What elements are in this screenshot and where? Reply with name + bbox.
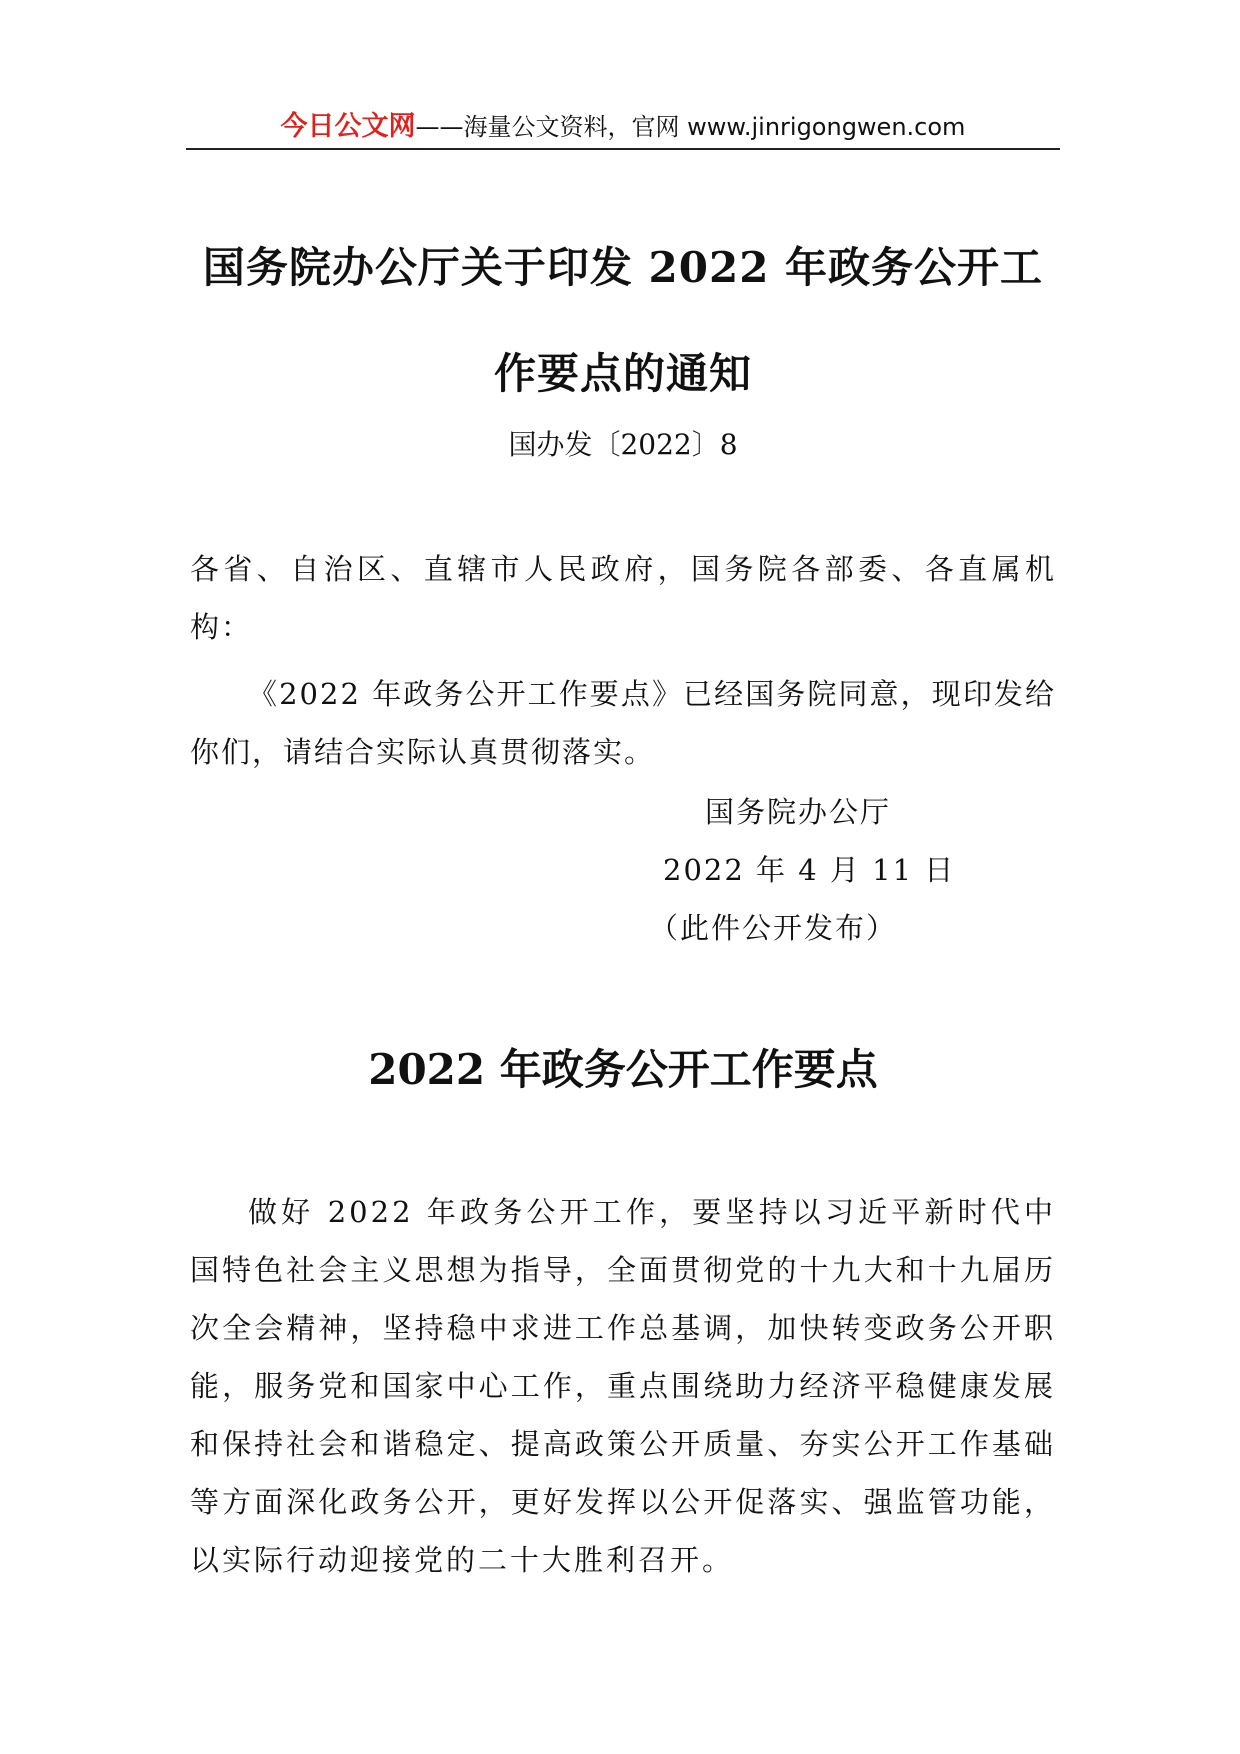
notice-text: 《2022 年政务公开工作要点》已经国务院同意，现印发给你们，请结合实际认真贯彻落实。	[190, 677, 1056, 769]
publication-note: （此件公开发布）	[649, 911, 898, 945]
issue-date: 2022 年 4 月 11 日	[663, 853, 956, 887]
document-number: 国办发〔2022〕8	[508, 428, 738, 461]
site-header	[186, 104, 1060, 150]
attachment-title: 2022 年政务公开工作要点	[368, 1045, 878, 1094]
addressee: 各省、自治区、直辖市人民政府，国务院各部委、各直属机构：	[190, 552, 1056, 644]
issuer: 国务院办公厅	[705, 795, 892, 829]
title-line-1: 国务院办公厅关于印发 2022 年政务公开工	[202, 243, 1044, 292]
title-line-2: 作要点的通知	[493, 349, 752, 398]
document-title	[186, 215, 1060, 427]
site-brand[interactable]: 今日公文网	[280, 111, 416, 142]
site-tagline: ——海量公文资料，官网 www.jinrigongwen.com	[415, 113, 966, 141]
attachment-paragraph: 做好 2022 年政务公开工作，要坚持以习近平新时代中国特色社会主义思想为指导，全面贯彻党的十九大和十九届历次全会精神，坚持稳中求进工作总基调，加快转变政务公开职能，服务党和国家中心工作，重点围绕助力经济平稳健康发展和保持社会和谐稳定、提高政策公开质量、夯实公开工作基础等方面深化政务公开，更好发挥以公开促落实、强监管功能，以实际行动迎接党的二十大胜利召开。	[190, 1195, 1056, 1577]
